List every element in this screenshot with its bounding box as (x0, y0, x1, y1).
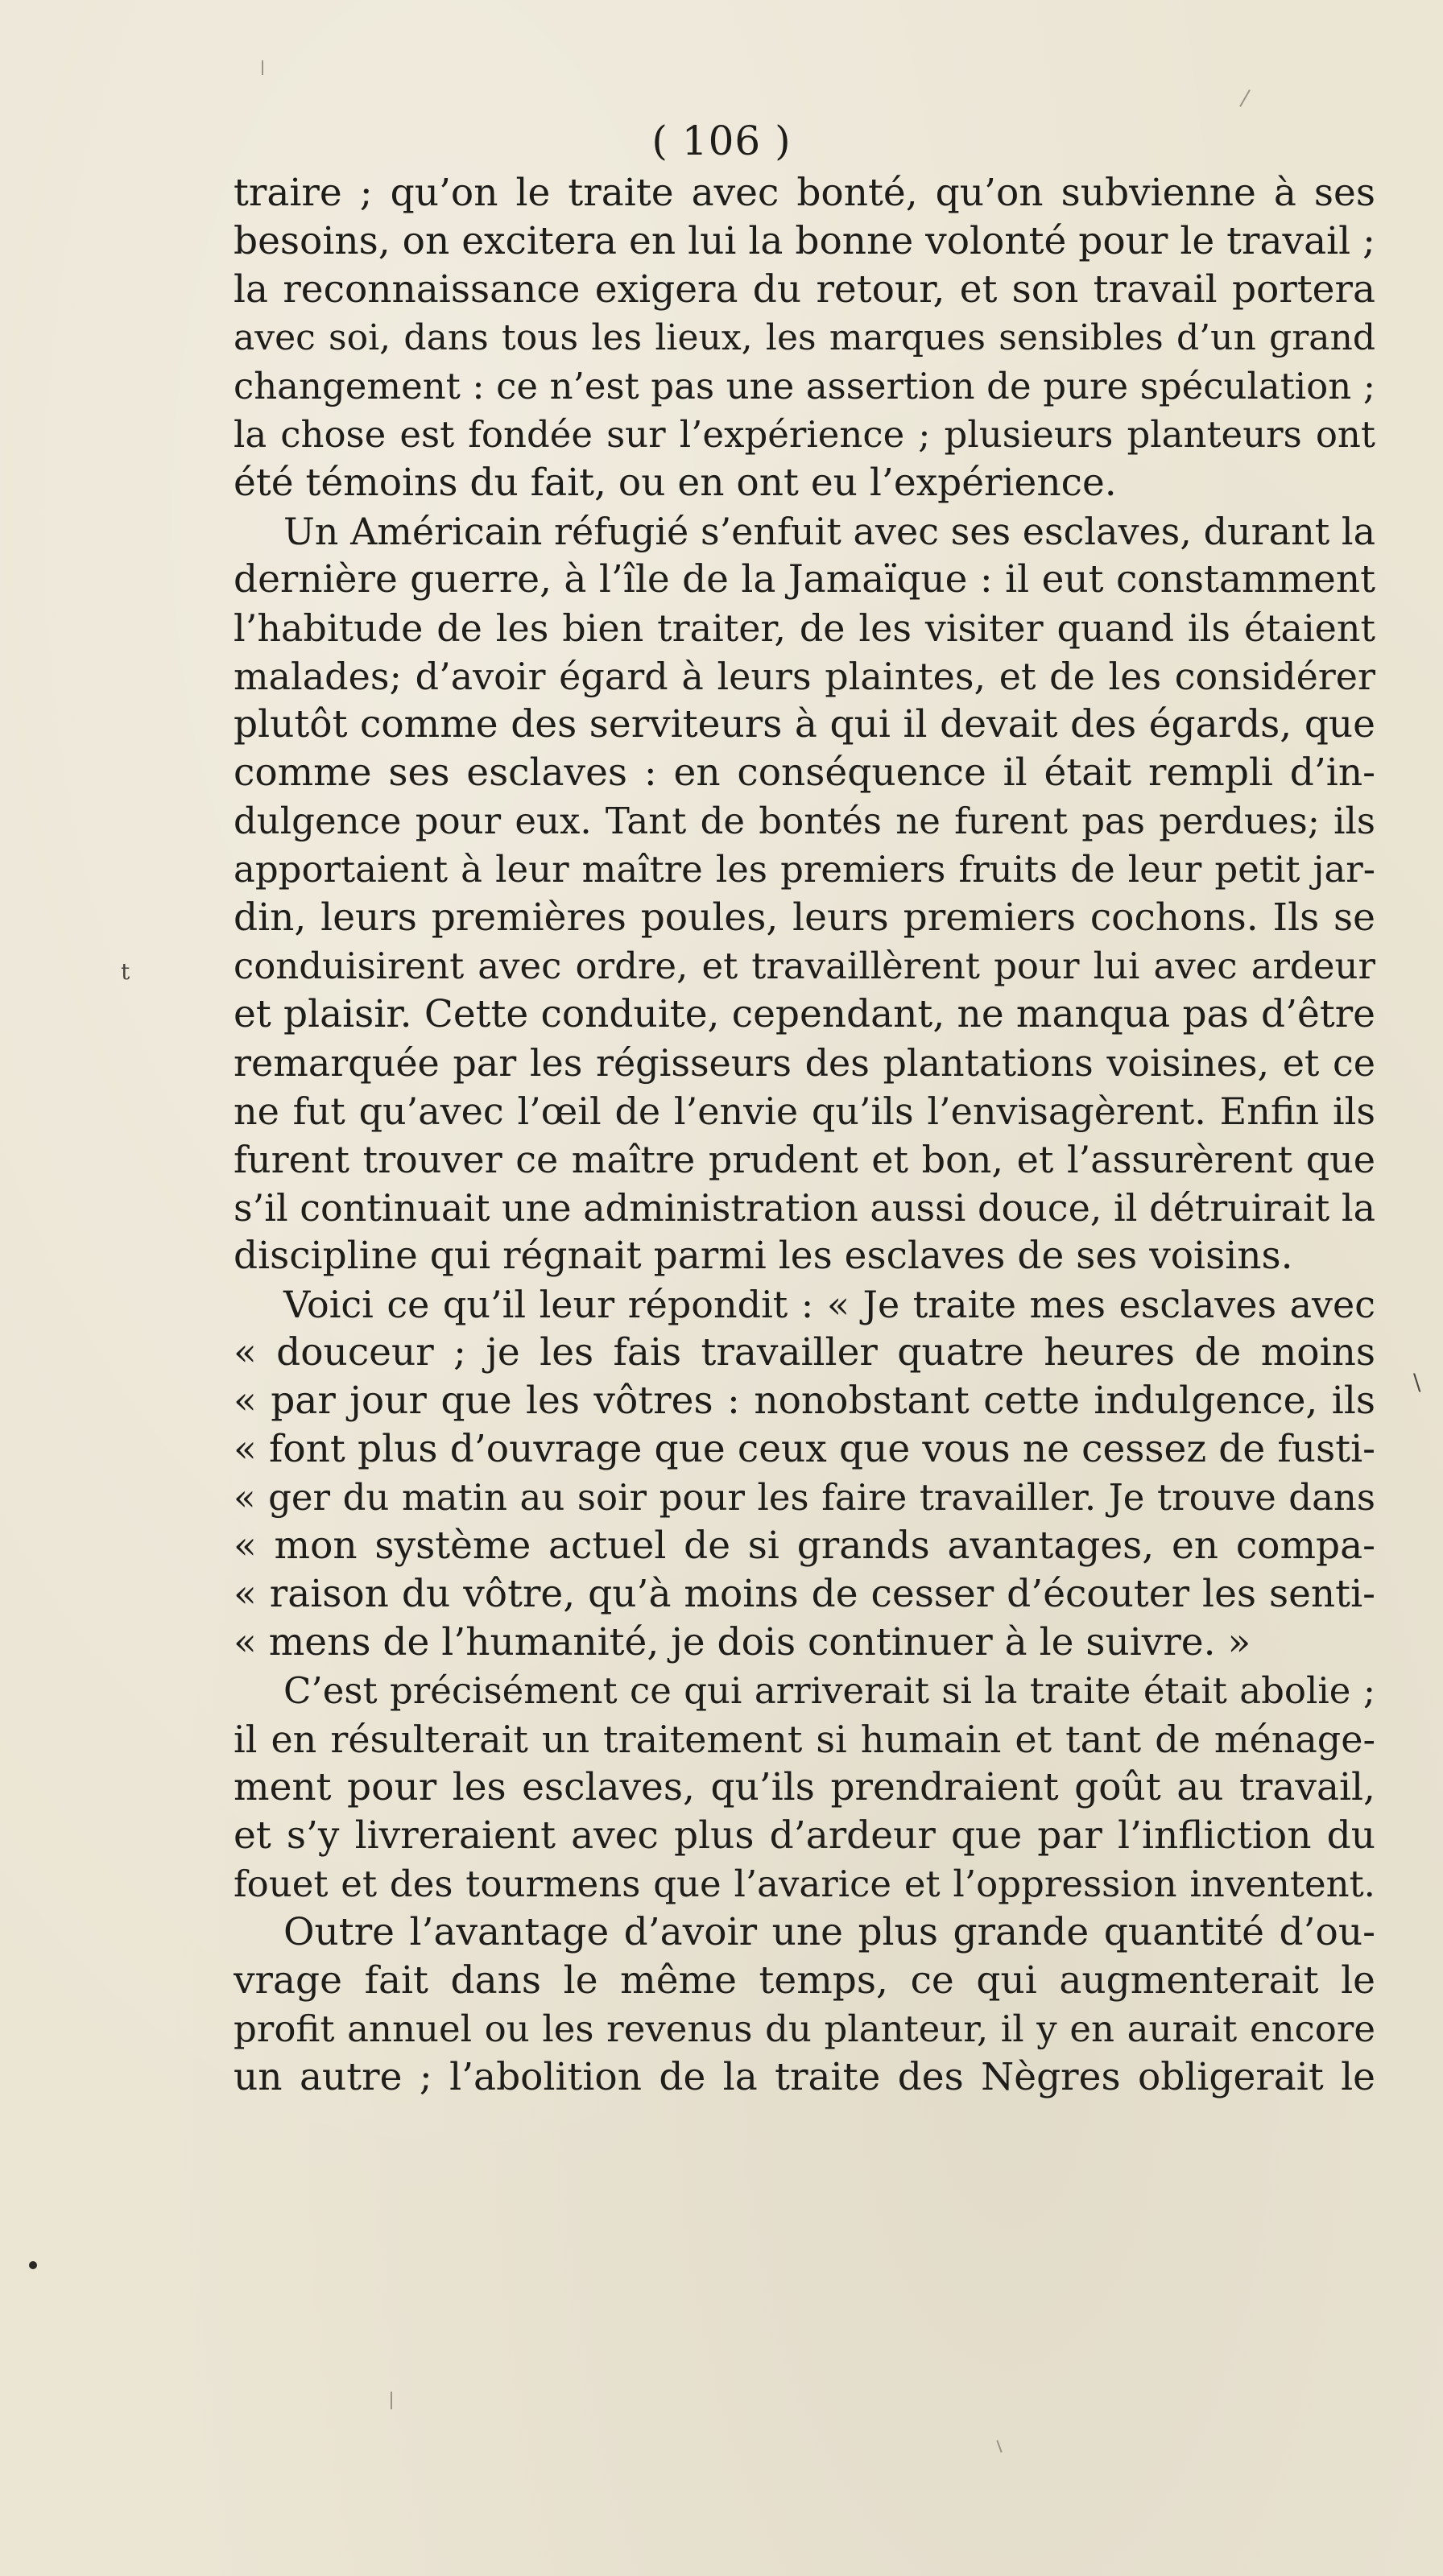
text-line: malades; d’avoir égard à leurs plaintes, et de les considérer (234, 655, 1375, 698)
margin-mark-left: t (121, 958, 130, 985)
text-line: dernière guerre, à l’île de la Jamaïque : il eut constamment (234, 557, 1375, 602)
text-line: conduisirent avec ordre, et travaillèrent pour lui avec ardeur (234, 945, 1375, 987)
text-line: profit annuel ou les revenus du planteur, il y en aurait encore (234, 2007, 1375, 2050)
text-line: comme ses esclaves : en conséquence il était rempli d’in- (234, 750, 1375, 795)
text-line: « douceur ; je les fais travailler quatre heures de moins (234, 1330, 1375, 1375)
text-line: « ger du matin au soir pour les faire travailler. Je trouve dans (234, 1476, 1375, 1519)
paper-speck (262, 60, 263, 75)
text-line: « raison du vôtre, qu’à moins de cesser d’écouter les senti- (234, 1572, 1375, 1616)
text-line: « par jour que les vôtres : nonobstant cette indulgence, ils (234, 1379, 1375, 1423)
text-line: traire ; qu’on le traite avec bonté, qu’on subvienne à ses (234, 171, 1375, 215)
text-line: din, leurs premières poules, leurs premiers cochons. Ils se (234, 895, 1375, 940)
text-line: ment pour les esclaves, qu’ils prendraient goût au travail, (234, 1765, 1375, 1809)
text-line: et plaisir. Cette conduite, cependant, ne manqua pas d’être (234, 992, 1375, 1036)
text-line: la reconnaissance exigera du retour, et son travail portera (234, 267, 1375, 312)
text-line: s’il continuait une administration aussi douce, il détruirait la (234, 1186, 1375, 1230)
text-line: besoins, on excitera en lui la bonne volonté pour le travail ; (234, 219, 1375, 263)
text-line: vrage fait dans le même temps, ce qui augmenterait le (234, 1958, 1375, 2003)
text-line: « font plus d’ouvrage que ceux que vous ne cessez de fusti- (234, 1427, 1375, 1471)
text-line: été témoins du fait, ou en ont eu l’expérience. (234, 461, 1117, 505)
page-number: ( 106 ) (651, 118, 792, 164)
text-line: il en résulterait un traitement si humain et tant de ménage- (234, 1718, 1375, 1761)
text-line: plutôt comme des serviteurs à qui il devait des égards, que (234, 702, 1375, 746)
text-line: discipline qui régnait parmi les esclaves de ses voisins. (234, 1234, 1293, 1278)
text-line: avec soi, dans tous les lieux, les marques sensibles d’un grand (234, 317, 1375, 358)
paper-speck (391, 2392, 392, 2409)
ink-spot (29, 2261, 37, 2269)
text-line: Outre l’avantage d’avoir une plus grande quantité d’ou- (283, 1910, 1375, 1954)
text-line: dulgence pour eux. Tant de bontés ne furent pas perdues; ils (234, 800, 1375, 842)
text-line: changement : ce n’est pas une assertion de pure spéculation ; (234, 365, 1375, 407)
text-line: et s’y livreraient avec plus d’ardeur que par l’infliction du (234, 1813, 1375, 1858)
text-line: remarquée par les régisseurs des plantations voisines, et ce (234, 1041, 1375, 1085)
text-line: furent trouver ce maître prudent et bon, et l’assurèrent que (234, 1138, 1375, 1181)
body-text (234, 169, 1375, 2102)
text-line: l’habitude de les bien traiter, de les visiter quand ils étaient (234, 606, 1375, 650)
text-line: apportaient à leur maître les premiers fruits de leur petit jar- (234, 848, 1375, 891)
text-line: Un Américain réfugié s’enfuit avec ses esclaves, durant la (283, 510, 1375, 553)
text-line: ne fut qu’avec l’œil de l’envie qu’ils l’envisagèrent. Enfin ils (234, 1090, 1375, 1133)
text-line: « mon système actuel de si grands avantages, en compa- (234, 1524, 1375, 1568)
margin-mark-right: \ (1413, 1369, 1421, 1396)
text-line: fouet et des tourmens que l’avarice et l’oppression inventent. (234, 1863, 1375, 1905)
text-line: C’est précisément ce qui arriverait si la traite était abolie ; (283, 1669, 1375, 1712)
text-line: la chose est fondée sur l’expérience ; plusieurs planteurs ont (234, 413, 1375, 456)
text-line: Voici ce qu’il leur répondit : « Je traite mes esclaves avec (283, 1283, 1375, 1326)
text-line: « mens de l’humanité, je dois continuer à le suivre. » (234, 1620, 1251, 1664)
text-line: un autre ; l’abolition de la traite des Nègres obligerait le (234, 2055, 1375, 2099)
